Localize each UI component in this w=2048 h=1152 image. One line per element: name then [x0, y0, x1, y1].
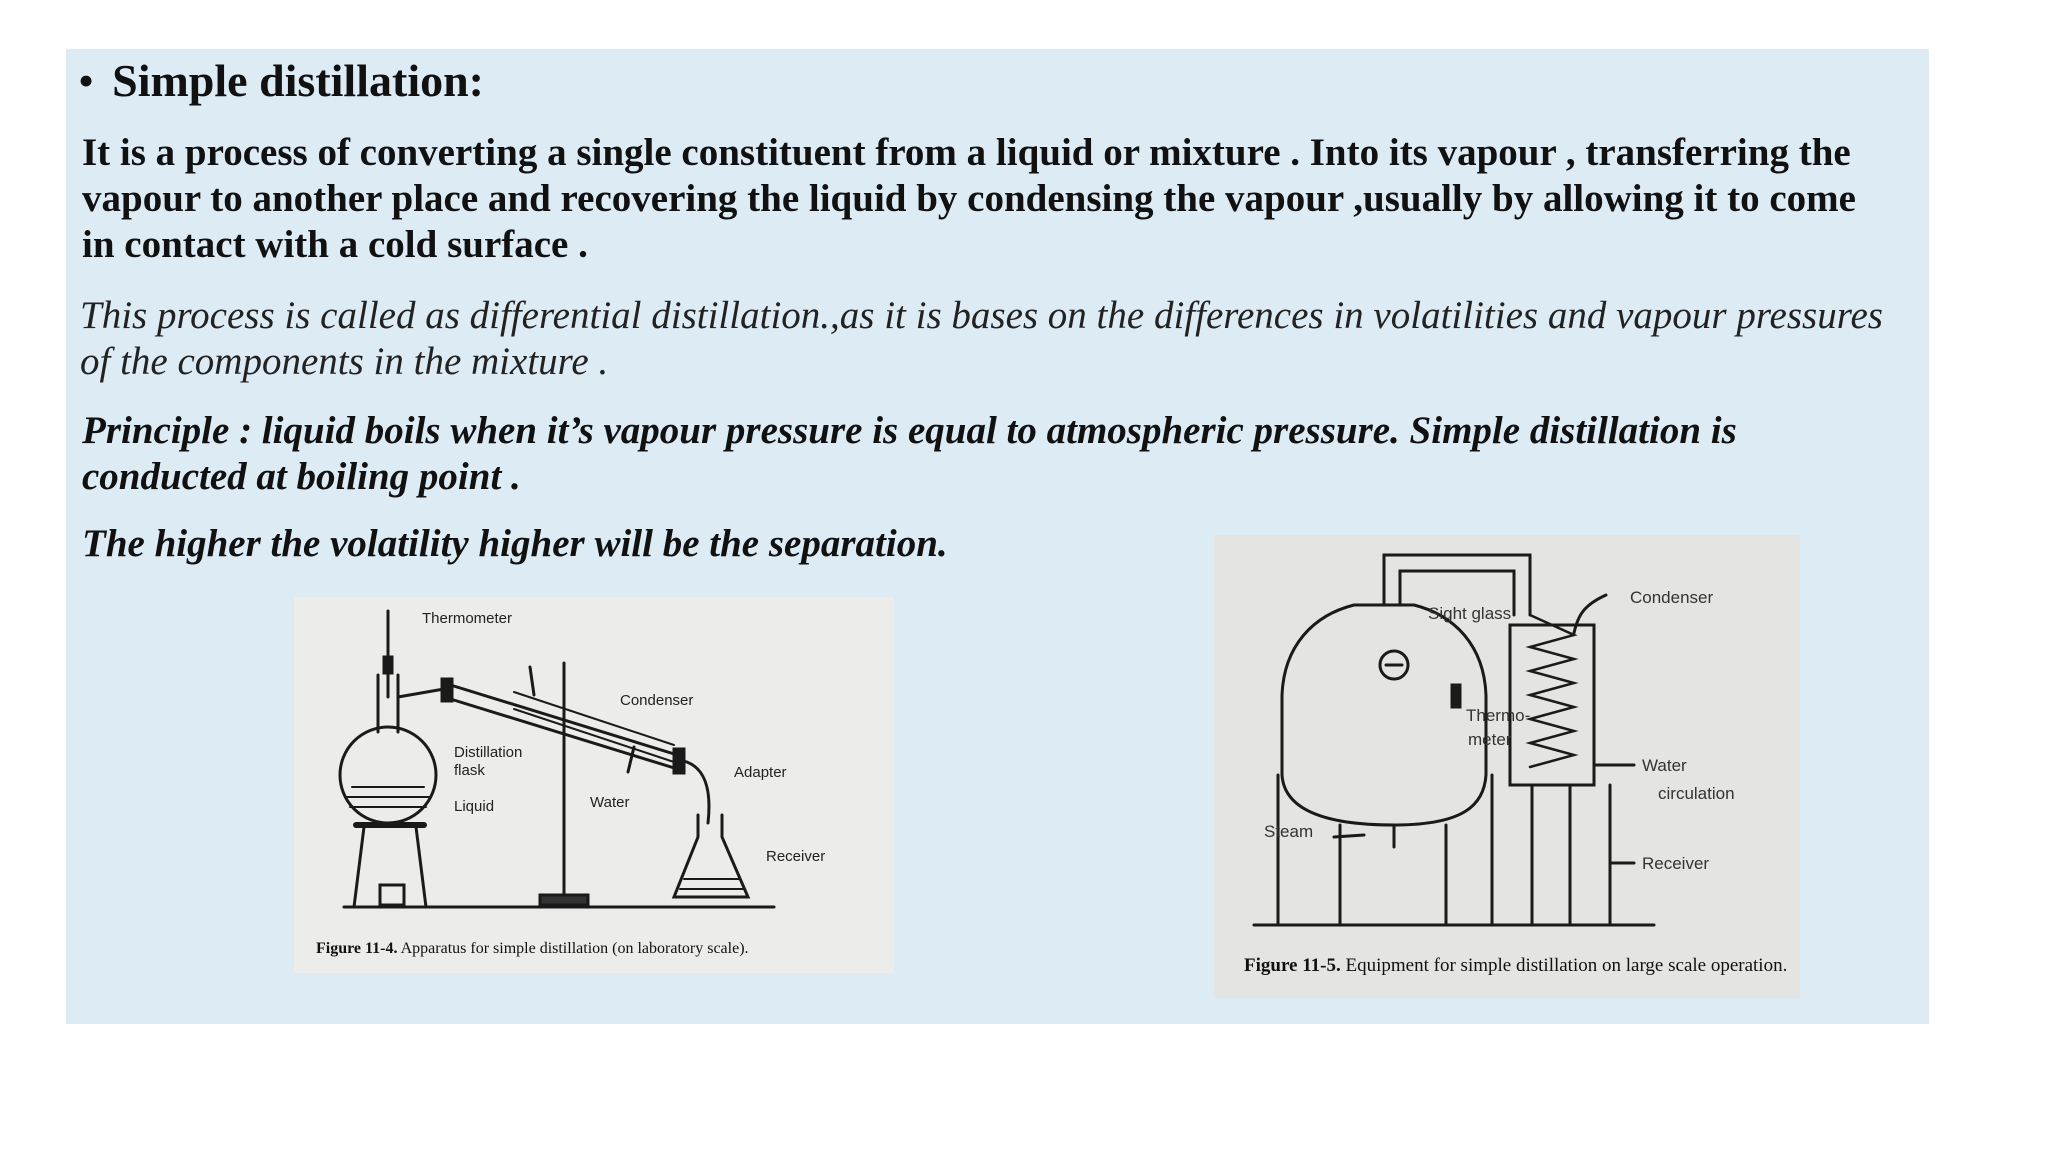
large-scale-drawing	[1214, 535, 1800, 998]
large-scale-figure	[1214, 535, 1800, 998]
bullet: •	[78, 55, 95, 106]
caption-lab-text: Apparatus for simple distillation (on laboratory scale).	[400, 940, 749, 957]
label-meter: meter	[1468, 730, 1512, 749]
label-receiver: Receiver	[766, 848, 826, 865]
label-adapter: Adapter	[734, 764, 787, 781]
label-water: Water	[590, 794, 630, 811]
label-flask: flask	[454, 762, 485, 779]
label-steam: Steam	[1264, 822, 1314, 841]
differential-paragraph: This process is called as differential distillation.,as it is bases on the differences in volatilities and vapour pressures of the components in the mixture .	[80, 294, 1883, 383]
caption-large	[1244, 955, 1787, 976]
lab-apparatus-figure	[294, 597, 894, 973]
label-distillation: Distillation	[454, 744, 523, 761]
label-receiver-large: Receiver	[1642, 854, 1710, 873]
definition-paragraph: It is a process of converting a single constituent from a liquid or mixture . Into its vapour , transferring the vapour to another place and recovering the liquid by condensing the vapour ,usually by allowing it to come in contact with a cold surface .	[82, 131, 1856, 266]
caption-lab	[316, 940, 749, 957]
label-circulation: circulation	[1658, 784, 1735, 803]
volatility-paragraph: The higher the volatility higher will be the separation.	[82, 522, 948, 565]
caption-lab-number: Figure 11-4.	[316, 940, 398, 957]
label-thermo: Thermo-	[1466, 706, 1531, 725]
caption-large-text: Equipment for simple distillation on large scale operation.	[1345, 955, 1788, 976]
caption-large-number: Figure 11-5.	[1244, 955, 1341, 976]
label-sight-glass: Sight glass	[1428, 604, 1512, 623]
principle-paragraph: Principle : liquid boils when it’s vapour pressure is equal to atmospheric pressure. Simple distillation is conducted at boiling point .	[82, 409, 1737, 498]
label-thermometer: Thermometer	[422, 610, 513, 627]
label-condenser: Condenser	[620, 692, 694, 709]
label-liquid: Liquid	[454, 798, 495, 815]
label-water-large: Water	[1642, 756, 1687, 775]
title-text: Simple distillation:	[112, 55, 484, 106]
slide-title	[78, 54, 484, 107]
lab-apparatus-drawing	[294, 597, 894, 973]
label-condenser-large: Condenser	[1630, 588, 1714, 607]
